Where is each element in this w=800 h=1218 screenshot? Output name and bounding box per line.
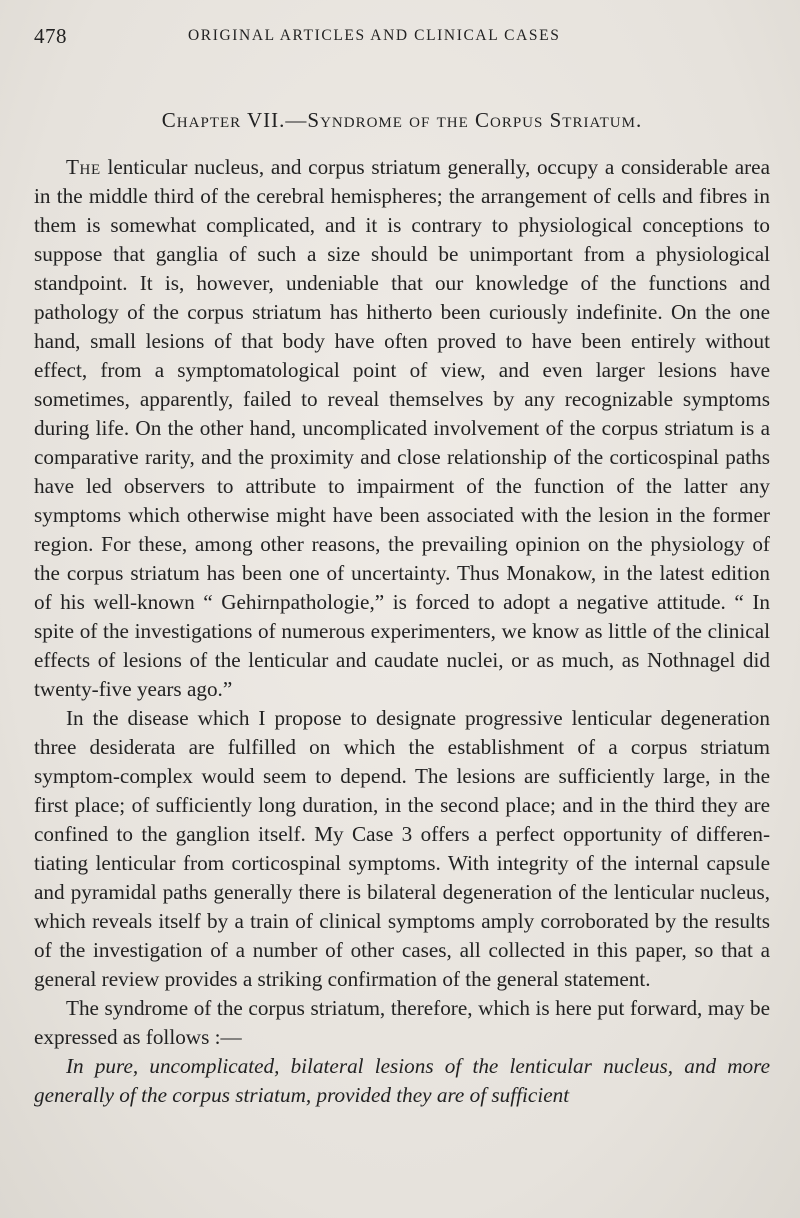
paragraph-1-lead-word: The [66,155,101,179]
paragraph-3: The syndrome of the corpus striatum, therefore, which is here put forward, may be expressed as follows :— [34,996,770,1049]
article-body [34,153,770,1110]
page-number: 478 [34,24,67,48]
chapter-title: Chapter VII.—Syndrome of the Corpus Striatum. [161,108,643,132]
paragraph-1-text: lenticular nucleus, and corpus striatum generally, occupy a considerable area in the middle third of the cerebral hemispheres; the arrangement of cells and fibres in them is somewhat complicated, and it is contrary to physiological conceptions to suppose that ganglia of such a size should be unimportant from a physiological standpoint. It is, however, undeniable that our knowledge of the functions and pathology of the corpus striatum has hitherto been curiously indefinite. On the one hand, small lesions of that body have often proved to have been entirely without effect, from a symptomatological point of view, and even larger lesions have sometimes, apparently, failed to reveal themselves by any recognizable symptoms during life. On the other hand, uncomplicated involvement of the corpus striatum is a comparative rarity, and the proximity and close relationship of the corticospinal paths have led observers to attribute to impairment of the function of the latter any symptoms which otherwise might have been associated with the lesion in the former region. For these, among other reasons, the prevailing opinion on the physiology of the corpus striatum has been one of uncertainty. Thus Monakow, in the latest edition of his well-known “ Gehirnpathologie,” is forced to adopt a negative attitude. “ In spite of the investigations of numerous experimenters, we know as little of the clinical effects of lesions of the lenticular and caudate nuclei, or as much, as Nothnagel did twenty-five years ago.” [34,155,770,701]
paragraph-2: In the disease which I propose to designate progressive lenticular degeneration three desiderata are fulfilled on which the establishment of a corpus striatum symptom-complex would seem to depend. The lesions are sufficiently large, in the first place; of sufficiently long duration, in the second place; and in the third they are confined to the ganglion itself. My Case 3 offers a perfect opportunity of differentiating lenticular from corticospinal symptoms. With integrity of the internal capsule and pyramidal paths generally there is bilateral degeneration of the lenticular nucleus, which reveals itself by a train of clinical symptoms amply corroborated by the results of the investigation of a number of other cases, all collected in this paper, so that a general review provides a striking confirmation of the general statement. [34,706,770,991]
paragraph-1 [34,153,770,704]
paragraph-4-italic: In pure, uncomplicated, bilateral lesions of the lenticular nucleus, and more generally of the corpus striatum, provided they are of sufficient [34,1054,770,1107]
running-header [34,24,770,58]
running-title: ORIGINAL ARTICLES AND CLINICAL CASES [188,27,561,44]
